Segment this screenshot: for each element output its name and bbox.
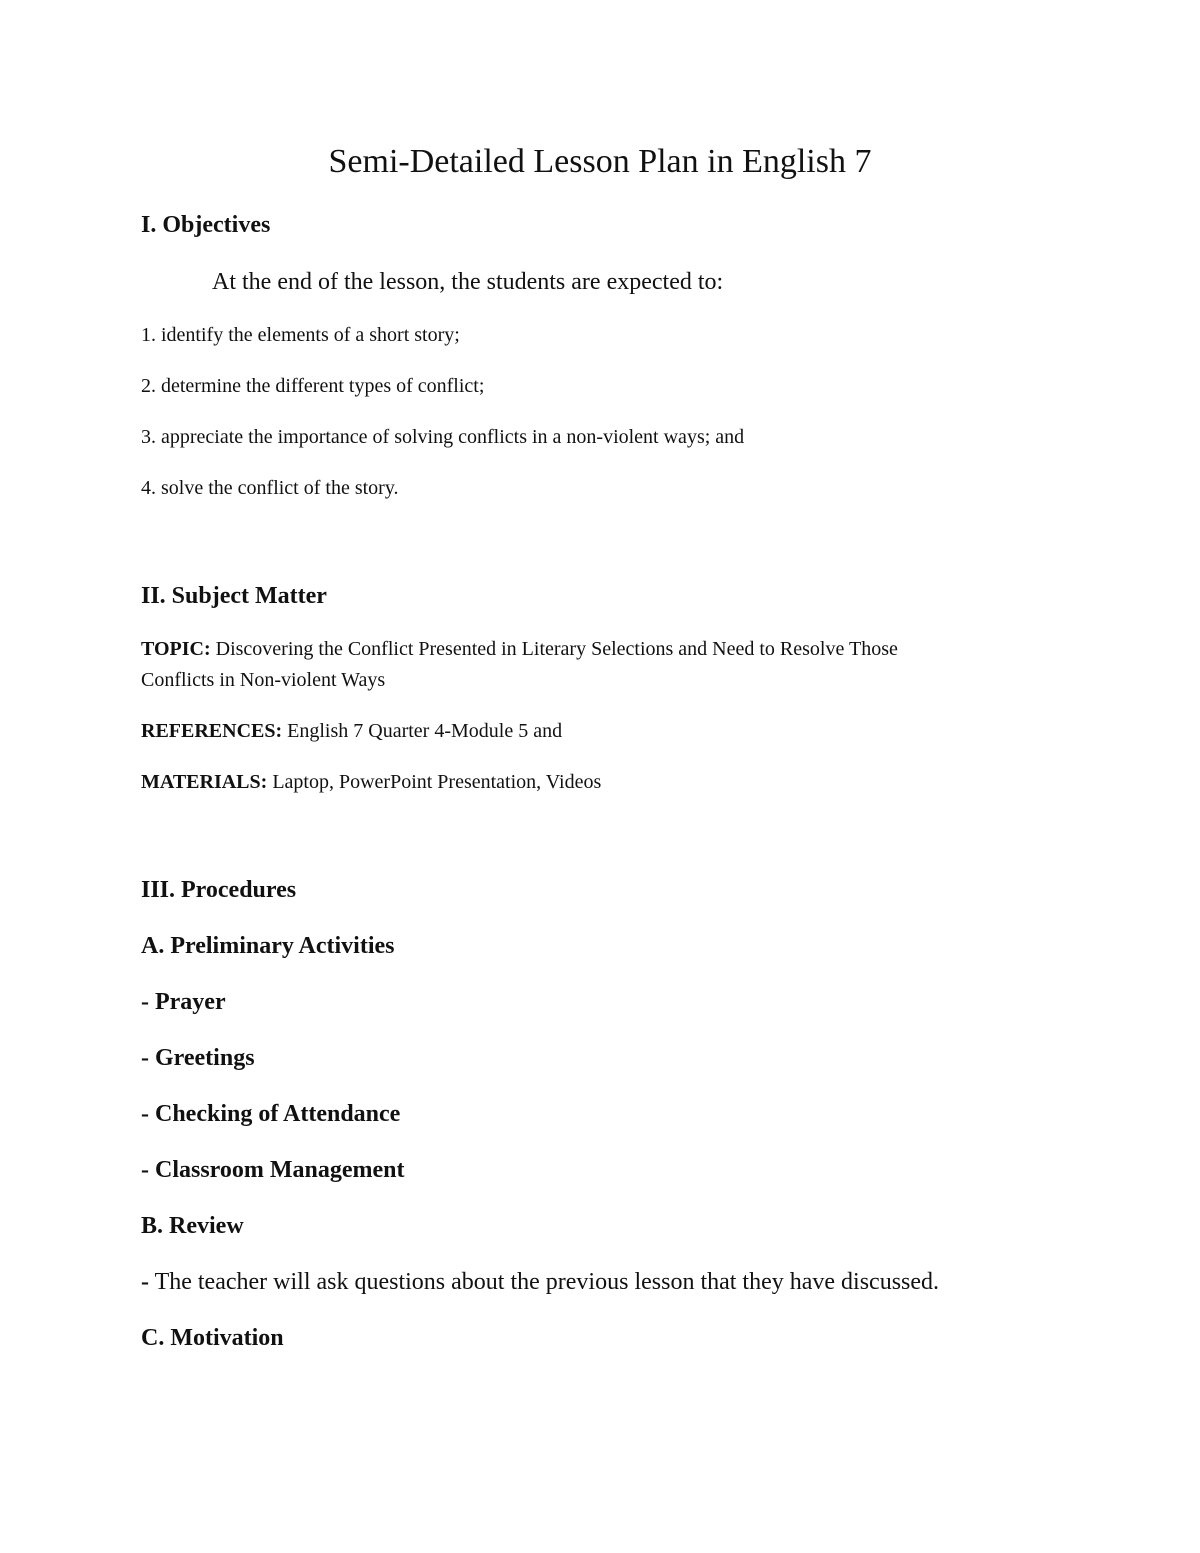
review-dash: - bbox=[141, 1269, 149, 1295]
preliminary-item-attendance: - Checking of Attendance bbox=[141, 1101, 401, 1127]
objective-item-4: 4. solve the conflict of the story. bbox=[141, 477, 399, 499]
topic-label: TOPIC: bbox=[141, 638, 211, 660]
review-text: The teacher will ask questions about the previous lesson that they have discussed. bbox=[149, 1269, 940, 1295]
preliminary-item-prayer: - Prayer bbox=[141, 989, 226, 1015]
review-heading: B. Review bbox=[141, 1213, 244, 1239]
objectives-heading: I. Objectives bbox=[141, 212, 271, 238]
review-text-line bbox=[141, 1270, 939, 1294]
subject-matter-heading: II. Subject Matter bbox=[141, 583, 327, 609]
references-value: English 7 Quarter 4-Module 5 and bbox=[287, 720, 563, 742]
topic-line-2: Conflicts in Non-violent Ways bbox=[141, 669, 386, 691]
preliminary-heading: A. Preliminary Activities bbox=[141, 933, 395, 959]
objective-item-3: 3. appreciate the importance of solving conflicts in a non-violent ways; and bbox=[141, 426, 745, 448]
references-line bbox=[141, 721, 562, 741]
materials-value: Laptop, PowerPoint Presentation, Videos bbox=[272, 771, 602, 793]
objective-item-2: 2. determine the different types of conflict; bbox=[141, 375, 485, 397]
preliminary-item-greetings: - Greetings bbox=[141, 1045, 255, 1071]
procedures-heading: III. Procedures bbox=[141, 877, 297, 903]
topic-line bbox=[141, 639, 898, 659]
page-title: Semi-Detailed Lesson Plan in English 7 bbox=[328, 143, 872, 180]
objective-item-1: 1. identify the elements of a short story; bbox=[141, 324, 460, 346]
references-label: REFERENCES: bbox=[141, 720, 283, 742]
materials-line bbox=[141, 772, 601, 792]
motivation-heading: C. Motivation bbox=[141, 1325, 284, 1351]
topic-value: Discovering the Conflict Presented in Literary Selections and Need to Resolve Those bbox=[215, 638, 898, 660]
preliminary-item-classroom: - Classroom Management bbox=[141, 1157, 405, 1183]
materials-label: MATERIALS: bbox=[141, 771, 268, 793]
objectives-lead: At the end of the lesson, the students are expected to: bbox=[212, 269, 724, 295]
